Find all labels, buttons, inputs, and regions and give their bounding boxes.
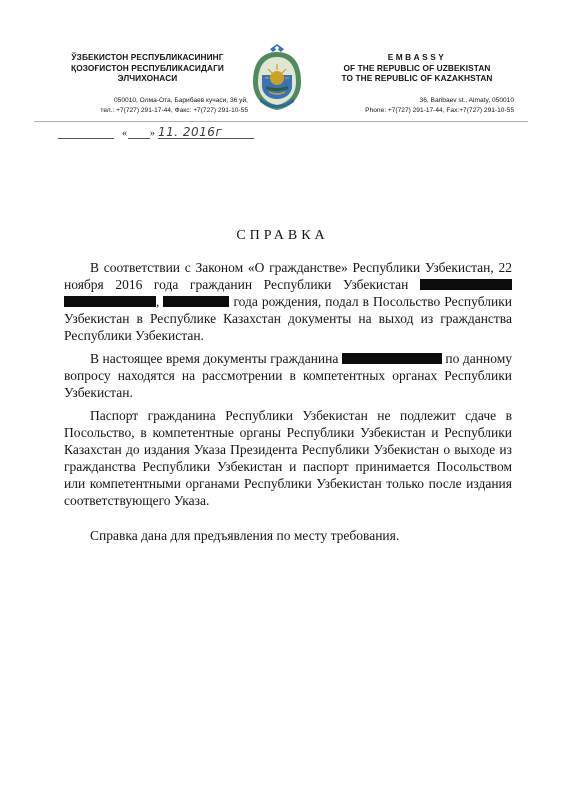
english-title-line-3: TO THE REPUBLIC OF KAZAKHSTAN xyxy=(341,73,493,83)
document-title: СПРАВКА xyxy=(236,228,329,243)
uzbek-address: 050010, Олма-Ота, Барибаев кучаси, 36 уй, xyxy=(114,97,248,104)
embassy-name-english xyxy=(306,52,528,84)
english-address: 36, Baribaev st., Almaty, 050010 xyxy=(419,97,514,104)
date-field xyxy=(58,126,278,142)
redacted-name-part-2 xyxy=(64,296,156,307)
document-body xyxy=(64,259,512,550)
redacted-birth-date xyxy=(163,296,229,307)
paragraph-3: Паспорт гражданина Республики Узбекистан не подлежит сдаче в Посольство, в компетентные органы Республики Узбекистан и Республики Казахстан до издания Указа Президента Республики Узбекистан о выходе из гражданства Республики Узбекистан и паспорт принимается Посольством или компетентными органами Республики Узбекистан только после издания соответствующего Указа. xyxy=(64,408,512,508)
uzbek-title-line-2: ҚОЗОҒИСТОН РЕСПУБЛИКАСИДАГИ xyxy=(71,62,224,73)
address-block-uzbek xyxy=(34,96,248,115)
paragraph-1-text-a: В соответствии с Законом «О гражданстве» Республики Узбекистан, 22 ноября 2016 года гражданин Республики Узбекистан xyxy=(64,260,512,292)
paragraph-1-text-c: года рождения, подал в Посольство Республики Узбекистан в Республике Казахстан документы на выход из гражданства Республики Узбекистан. xyxy=(64,294,512,343)
paragraph-2-text-b: по данному вопросу находятся на рассмотрении в компетентных органах Республики Узбекистан. xyxy=(64,351,512,400)
handwritten-date: 11. 2016г xyxy=(158,125,223,139)
paragraph-4: Справка дана для предъявления по месту требования. xyxy=(90,528,400,543)
english-phone: Phone: +7(727) 291-17-44, Fax:+7(727) 291-10-55 xyxy=(365,106,514,114)
uzbek-phone: тел.: +7(727) 291-17-44, Факс: +7(727) 291-10-55 xyxy=(100,106,248,114)
uzbek-title-line-3: ЭЛЧИХОНАСИ xyxy=(117,73,178,83)
paragraph-1 xyxy=(64,259,512,344)
paragraph-2 xyxy=(64,350,512,401)
date-day-line xyxy=(128,138,150,139)
paragraph-1-comma: , xyxy=(156,294,160,309)
header-divider xyxy=(34,121,528,122)
uzbekistan-state-emblem-icon xyxy=(246,42,308,114)
date-open-quote: « xyxy=(122,128,127,139)
date-close-quote: » xyxy=(150,128,155,139)
date-number-line xyxy=(58,138,114,139)
embassy-name-uzbek xyxy=(40,52,255,84)
uzbek-title-line-1: ЎЗБЕКИСТОН РЕСПУБЛИКАСИНИНГ xyxy=(71,52,224,62)
address-block-english xyxy=(300,96,514,115)
english-title-line-2: OF THE REPUBLIC OF UZBEKISTAN xyxy=(343,62,491,73)
redacted-name-part-1 xyxy=(420,279,512,290)
english-title-line-1: EMBASSY xyxy=(387,52,447,62)
paragraph-2-text-a: В настоящее время документы гражданина xyxy=(90,351,339,366)
redacted-citizen-name xyxy=(342,353,442,364)
